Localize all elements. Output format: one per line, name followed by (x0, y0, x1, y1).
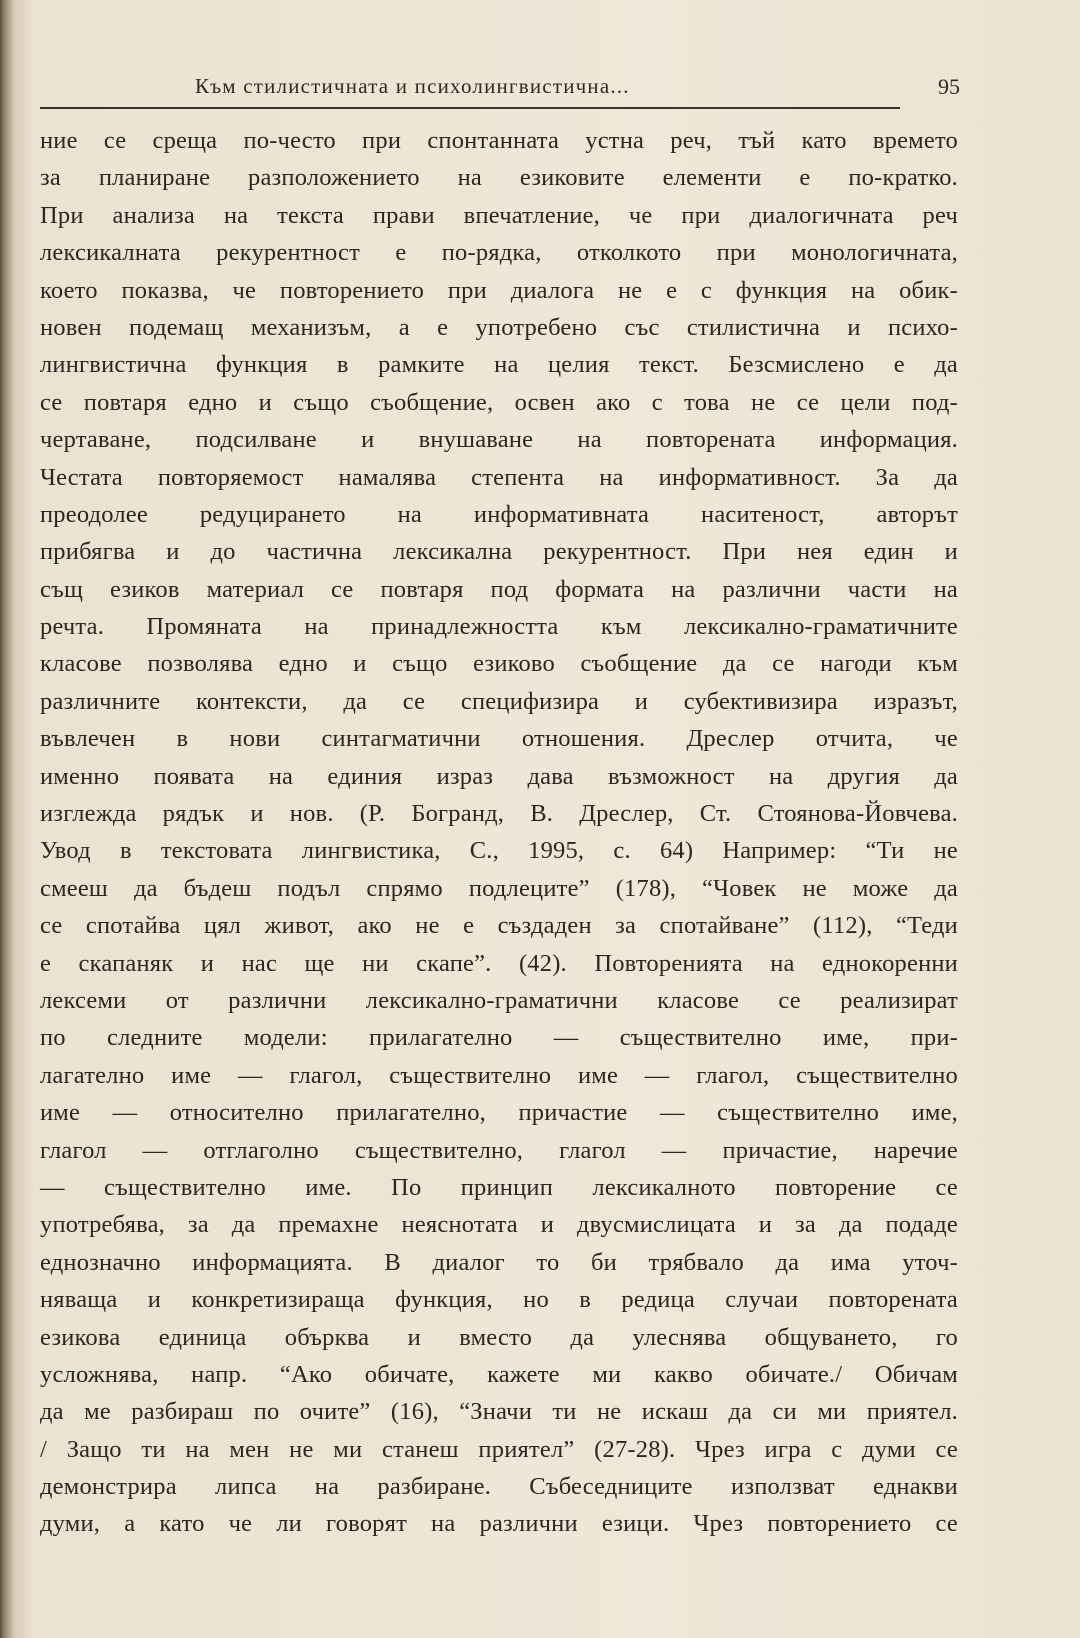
text-line: същ езиков материал се повтаря под формата на различни части на (40, 575, 958, 603)
text-line: При анализа на текста прави впечатление, че при диалогичната реч (40, 201, 958, 229)
page-header (40, 74, 960, 106)
text-line: лагателно име — глагол, съществително име — глагол, съществително (40, 1061, 958, 1089)
text-line: глагол — отглаголно съществително, глагол — причастие, наречие (40, 1136, 958, 1164)
text-line: новен подемащ механизъм, а е употребено със стилистична и психо- (40, 313, 958, 341)
text-line: се повтаря едно и също съобщение, освен ако с това не се цели под- (40, 388, 958, 416)
text-line: еднозначно информацията. В диалог то би трябвало да има уточ- (40, 1248, 958, 1276)
text-line: речта. Промяната на принадлежността към лексикално-граматичните (40, 613, 958, 641)
text-line: класове позволява едно и също езиково съобщение да се нагоди към (40, 650, 958, 678)
text-line: — съществително име. По принцип лексикалното повторение се (40, 1173, 958, 1201)
text-line: ние се среща по-често при спонтанната устна реч, тъй като времето (40, 127, 958, 154)
body-text (40, 122, 958, 1543)
text-line: прибягва и до частична лексикална рекурентност. При нея един и (40, 538, 958, 566)
text-line: именно появата на единия израз дава възможност на другия да (40, 762, 958, 790)
text-line: да ме разбираш по очите” (16), “Значи ти не искаш да си ми приятел. (40, 1398, 958, 1426)
text-line: усложнява, напр. “Ако обичате, кажете ми какво обичате./ Обичам (40, 1360, 958, 1388)
text-line: се спотайва цял живот, ако не е създаден за спотайване” (112), “Теди (40, 912, 958, 940)
text-line: Честата повторяемост намалява степента на информативност. За да (40, 463, 958, 491)
text-line: демонстрира липса на разбиране. Събеседниците използват еднакви (40, 1473, 958, 1501)
text-line: Увод в текстовата лингвистика, С., 1995, с. 64) Например: “Ти не (40, 837, 958, 865)
text-line: за планиране разположението на езиковите елементи е по-кратко. (40, 164, 958, 192)
text-line: чертаване, подсилване и внушаване на повторената информация. (40, 426, 958, 454)
text-line: име — относително прилагателно, причастие — съществително име, (40, 1099, 958, 1127)
text-line: различните контексти, да се специфизира и субективизира изразът, (40, 687, 958, 715)
text-line: / Защо ти на мен не ми станеш приятел” (27-28). Чрез игра с думи се (40, 1435, 958, 1463)
text-line: лингвистична функция в рамките на целия текст. Безсмислено е да (40, 351, 958, 379)
running-title: Към стилистичната и психолингвистична... (195, 74, 630, 98)
text-line: лексикалната рекурентност е по-рядка, отколкото при монологичната, (40, 239, 958, 267)
text-line: думи, а като че ли говорят на различни езици. Чрез повторението се (40, 1510, 958, 1538)
text-line: езикова единица обърква и вместо да улеснява общуването, го (40, 1323, 958, 1351)
text-line: няваща и конкретизираща функция, но в редица случаи повторената (40, 1286, 958, 1314)
text-line: е скапаняк и нас ще ни скапе”. (42). Повторенията на еднокоренни (40, 949, 958, 977)
text-line: въвлечен в нови синтагматични отношения. Дреслер отчита, че (40, 725, 958, 753)
text-line: смееш да бъдеш подъл спрямо подлеците” (178), “Човек не може да (40, 874, 958, 902)
text-line: преодолее редуцирането на информативната наситеност, авторът (40, 500, 958, 528)
text-line: изглежда рядък и нов. (Р. Богранд, В. Дреслер, Ст. Стоянова-Йовчева. (40, 800, 958, 828)
page-number: 95 (938, 74, 960, 99)
text-line: което показва, че повторението при диалога не е с функция на обик- (40, 276, 958, 304)
text-line: по следните модели: прилагателно — съществително име, при- (40, 1024, 958, 1052)
text-line: лексеми от различни лексикално-граматични класове се реализират (40, 986, 958, 1014)
text-line: употребява, за да премахне неяснотата и двусмислицата и за да подаде (40, 1211, 958, 1239)
header-rule (40, 107, 900, 109)
